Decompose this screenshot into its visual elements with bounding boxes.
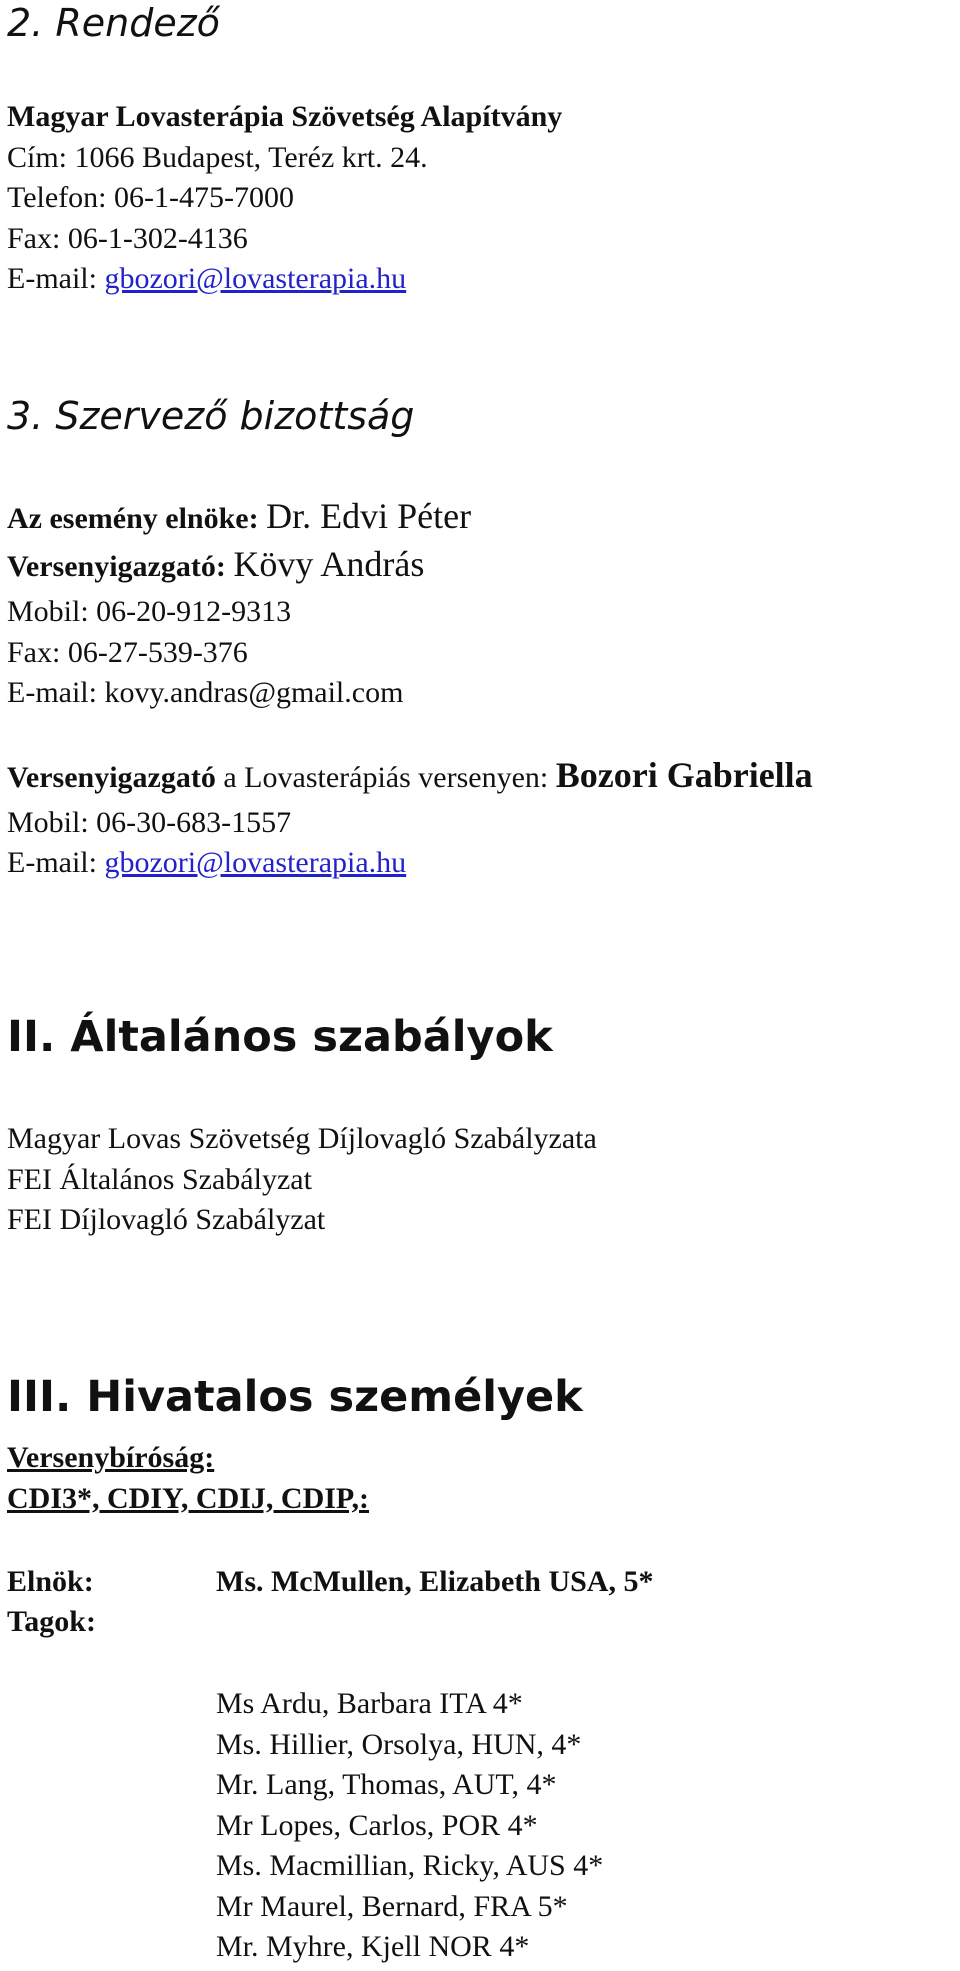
section-3-heading: 3. Szervező bizottság — [7, 394, 415, 438]
jury-member: Mr. Myhre, Kjell NOR 4* — [216, 1930, 530, 1963]
director-name: Kövy András — [233, 544, 425, 584]
therapy-director-row — [7, 757, 813, 796]
members-label: Tagok: — [7, 1605, 96, 1638]
director-mobile: Mobil: 06-20-912-9313 — [7, 595, 292, 628]
therapy-director-email-row — [7, 845, 406, 881]
organizer-name: Magyar Lovasterápia Szövetség Alapítvány — [7, 100, 563, 133]
therapy-email-link[interactable]: gbozori@lovasterapia.hu — [104, 846, 407, 879]
jury-member: Ms. Macmillian, Ricky, AUS 4* — [216, 1849, 604, 1882]
director-label: Versenyigazgató: — [7, 550, 234, 583]
therapy-director-name: Bozori Gabriella — [555, 755, 813, 795]
president-name: Ms. McMullen, Elizabeth USA, 5* — [216, 1565, 654, 1598]
jury-member: Ms Ardu, Barbara ITA 4* — [216, 1687, 523, 1720]
section-2-heading: 2. Rendező — [7, 1, 220, 45]
organizer-address: Cím: 1066 Budapest, Teréz krt. 24. — [7, 141, 428, 174]
director-row — [7, 546, 424, 585]
chair-row — [7, 498, 471, 537]
organizer-phone: Telefon: 06-1-475-7000 — [7, 181, 294, 214]
organizer-email-row — [7, 261, 406, 297]
rule-item: FEI Díjlovagló Szabályzat — [7, 1203, 326, 1236]
therapy-director-label: Versenyigazgató — [7, 761, 216, 794]
organizer-fax: Fax: 06-1-302-4136 — [7, 222, 248, 255]
jury-member: Mr. Lang, Thomas, AUT, 4* — [216, 1768, 557, 1801]
jury-member: Ms. Hillier, Orsolya, HUN, 4* — [216, 1728, 582, 1761]
organizer-email-label: E-mail: — [7, 262, 105, 295]
therapy-director-mobile: Mobil: 06-30-683-1557 — [7, 806, 292, 839]
organizer-email-link[interactable]: gbozori@lovasterapia.hu — [104, 262, 407, 295]
jury-member: Mr Maurel, Bernard, FRA 5* — [216, 1890, 568, 1923]
therapy-email-label: E-mail: — [7, 846, 105, 879]
director-email: E-mail: kovy.andras@gmail.com — [7, 676, 404, 709]
director-fax: Fax: 06-27-539-376 — [7, 636, 248, 669]
jury-label: Versenybíróság: — [7, 1441, 215, 1474]
chair-name: Dr. Edvi Péter — [266, 496, 472, 536]
rule-item: Magyar Lovas Szövetség Díjlovagló Szabályzata — [7, 1122, 597, 1155]
rule-item: FEI Általános Szabályzat — [7, 1163, 312, 1196]
jury-categories: CDI3*, CDIY, CDIJ, CDIP,: — [7, 1482, 369, 1515]
therapy-director-mid: a Lovasterápiás versenyen: — [215, 761, 556, 794]
chair-label: Az esemény elnöke: — [7, 502, 267, 535]
section-III-heading: III. Hivatalos személyek — [7, 1372, 583, 1422]
jury-member: Mr Lopes, Carlos, POR 4* — [216, 1809, 538, 1842]
section-II-heading: II. Általános szabályok — [7, 1012, 553, 1062]
president-label: Elnök: — [7, 1565, 94, 1598]
